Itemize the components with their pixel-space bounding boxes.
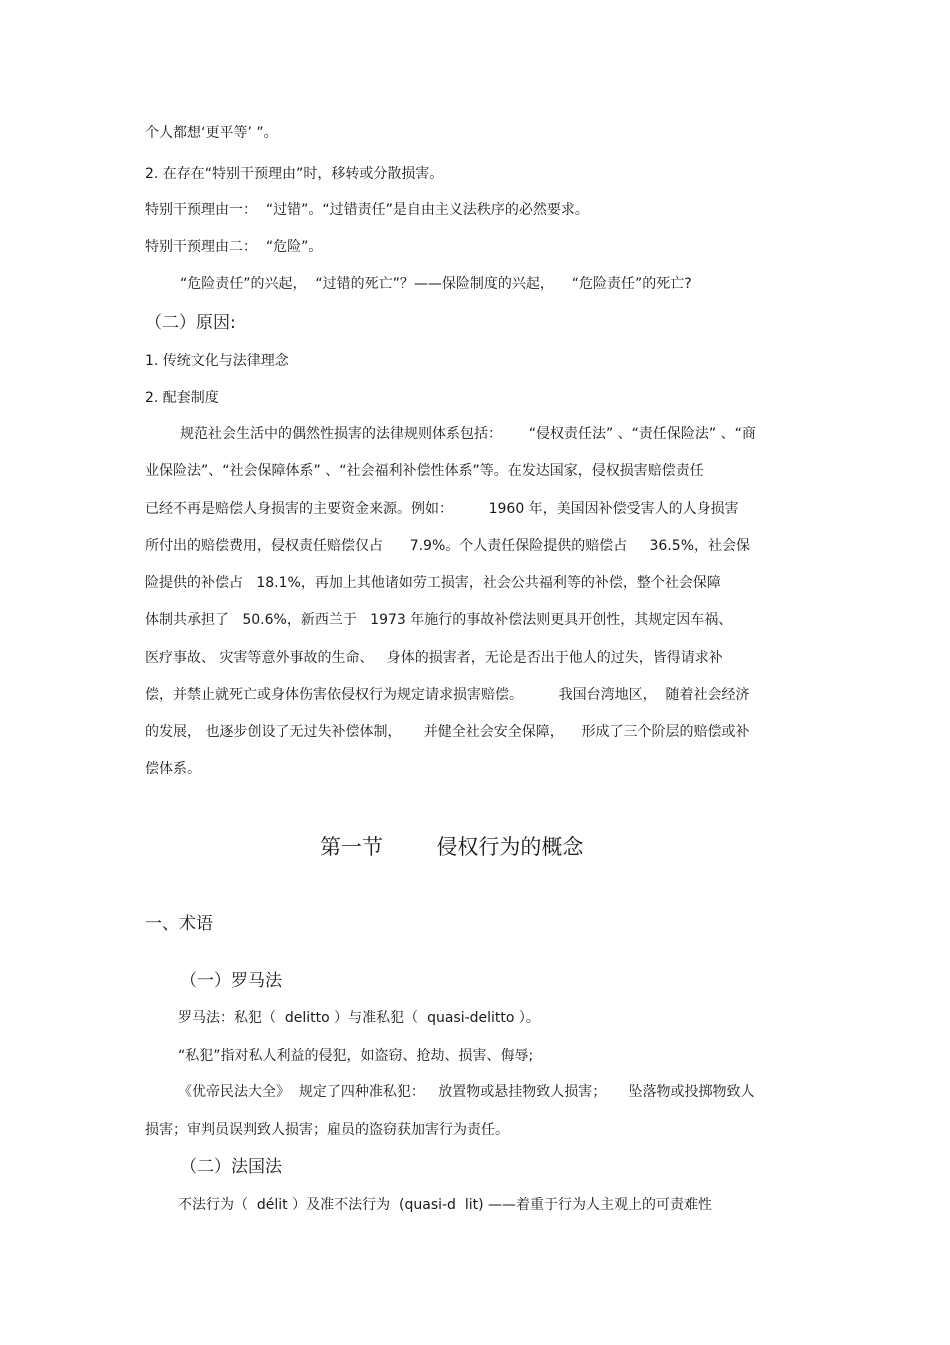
paragraph-line: 所付出的赔偿费用，侵权责任赔偿仅占 7.9%。个人责任保险提供的赔偿占 36.5%，社会保	[145, 538, 750, 554]
paragraph-line: 险提供的补偿占 18.1%，再加上其他诸如劳工损害，社会公共福利等的补偿，整个社会保障	[145, 575, 721, 591]
paragraph-line: 医疗事故、 灾害等意外事故的生命、 身体的损害者，无论是否出于他人的过失，皆得请求补	[145, 650, 723, 666]
paragraph-line: 的发展， 也逐步创设了无过失补偿体制， 并健全社会安全保障， 形成了三个阶层的赔偿或补	[145, 724, 750, 740]
subsection-heading: （二）原因:	[145, 313, 236, 333]
text-line: “危险责任”的兴起， “过错的死亡”？——保险制度的兴起， “危险责任”的死亡?	[180, 276, 692, 292]
text-line: 罗马法：私犯（ delitto ）与准私犯（ quasi-delitto ）。	[178, 1010, 540, 1026]
subsection-heading: （二）法国法	[180, 1157, 282, 1177]
paragraph-line: 偿体系。	[145, 761, 201, 777]
paragraph-line: 已经不再是赔偿人身损害的主要资金来源。例如： 1960 年，美国因补偿受害人的人身损害	[145, 501, 739, 517]
list-item: 2. 配套制度	[145, 390, 219, 406]
paragraph-line: 业保险法”、“社会保障体系” 、“社会福利补偿性体系”等。在发达国家，侵权损害赔偿责任	[145, 463, 704, 479]
section-title: 第一节 侵权行为的概念	[320, 835, 584, 859]
list-item: 1. 传统文化与法律理念	[145, 353, 289, 369]
text-line: 2. 在存在“特别干预理由”时，移转或分散损害。	[145, 166, 444, 182]
paragraph-line: 《优帝民法大全》 规定了四种准私犯： 放置物或悬挂物致人损害； 坠落物或投掷物致人	[178, 1084, 755, 1100]
section-heading: 一、术语	[145, 914, 213, 934]
paragraph-line: 规范社会生活中的偶然性损害的法律规则体系包括： “侵权责任法” 、“责任保险法” 、“商	[180, 426, 756, 442]
text-line: “私犯”指对私人利益的侵犯，如盗窃、抢劫、损害、侮辱;	[178, 1048, 534, 1064]
text-line: 不法行为（ délit ）及准不法行为 (quasi-d lit) ——着重于行为人主观上的可责难性	[178, 1197, 713, 1213]
text-line: 个人都想‘更平等’ ”。	[145, 125, 278, 141]
paragraph-line: 损害；审判员误判致人损害；雇员的盗窃获加害行为责任。	[145, 1122, 509, 1138]
paragraph-line: 体制共承担了 50.6%，新西兰于 1973 年施行的事故补偿法则更具开创性，其规定因车祸、	[145, 612, 733, 628]
subsection-heading: （一）罗马法	[180, 971, 282, 991]
paragraph-line: 偿，并禁止就死亡或身体伤害依侵权行为规定请求损害赔偿。 我国台湾地区， 随着社会经济	[145, 687, 750, 703]
text-line: 特别干预理由一： “过错”。“过错责任”是自由主义法秩序的必然要求。	[145, 202, 589, 218]
text-line: 特别干预理由二： “危险”。	[145, 239, 323, 255]
